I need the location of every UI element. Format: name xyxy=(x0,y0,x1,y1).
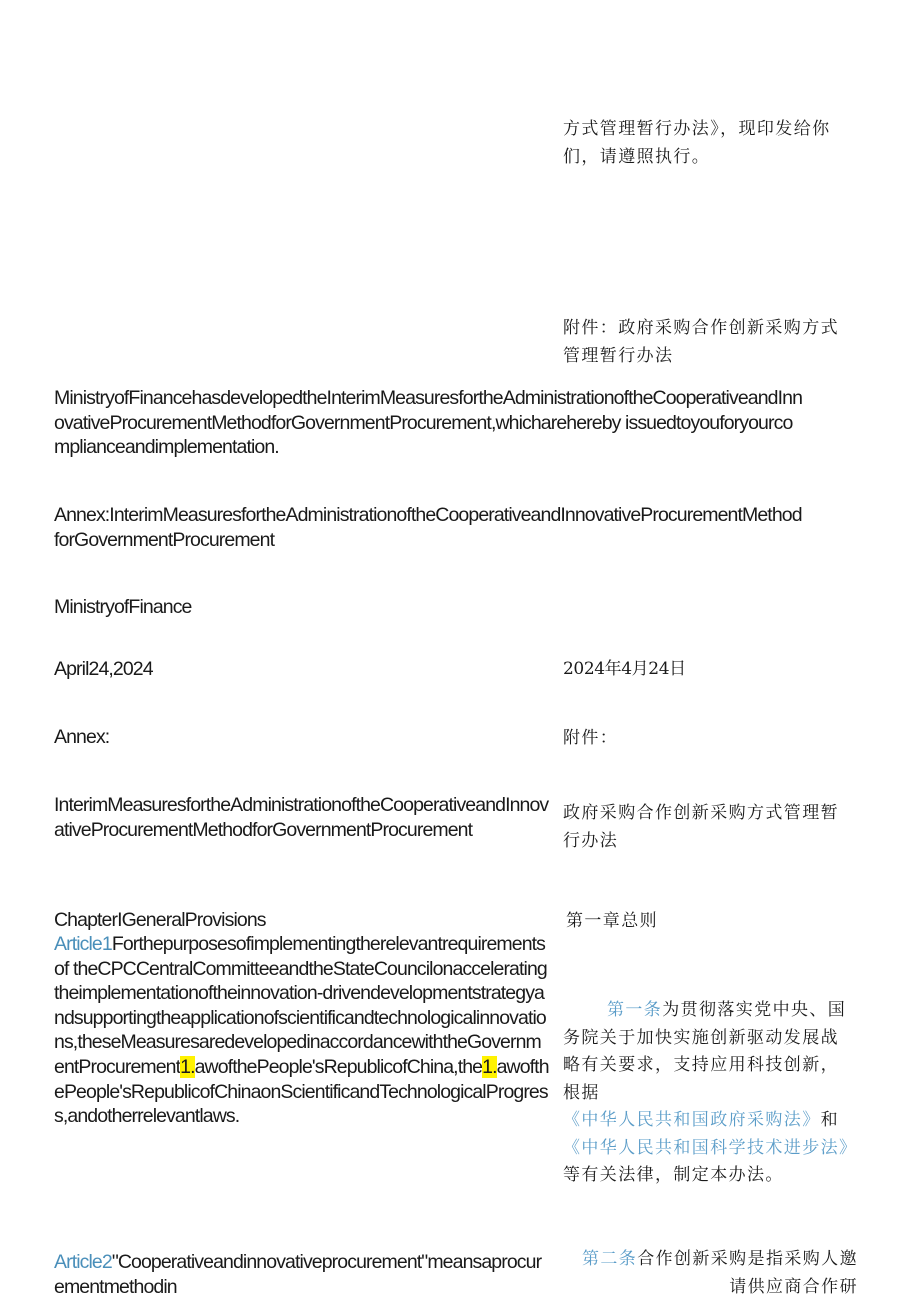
zh-intro-tail: 方式管理暂行办法》，现印发给你们，请遵照执行。 xyxy=(563,119,831,167)
en-annex-line: Annex:InterimMeasuresfortheAdministrationoftheCooperativeandInnovativeProcurementMethodforGovernmentProcurement xyxy=(54,504,802,551)
en-article1-highlight-1: 1. xyxy=(180,1055,195,1078)
zh-chapter-heading: 第一章总则 xyxy=(566,911,658,931)
zh-law-citation-2[interactable]: 《中华人民共和国科学技术进步法》 xyxy=(563,1137,858,1158)
en-annex-label: Annex: xyxy=(54,726,110,748)
zh-article1 xyxy=(563,997,858,1190)
en-article1-label: Article1 xyxy=(54,933,112,955)
en-chapter-heading: ChapterIGeneralProvisions xyxy=(54,909,266,931)
en-article1-text-2: awofthePeople'sRepublicofChina,the xyxy=(194,1055,483,1078)
zh-article2-text: 合作创新采购是指采购人邀请供应商合作研 xyxy=(637,1249,858,1297)
zh-article1-text-1: 为贯彻落实党中央、国务院关于加快实施创新驱动发展战略有关要求，支持应用科技创新，根据 xyxy=(563,1000,847,1103)
en-date: April24,2024 xyxy=(54,658,153,680)
en-article2-text: "Cooperativeandinnovativeprocurement"meansaprocurementmethodin xyxy=(54,1251,542,1298)
en-document-title: InterimMeasuresfortheAdministrationoftheCooperativeandInnovativeProcurementMethodforGovernmentProcurement xyxy=(54,794,549,841)
zh-annex-line: 附件：政府采购合作创新采购方式管理暂行办法 xyxy=(563,318,839,366)
zh-document-title: 政府采购合作创新采购方式管理暂行办法 xyxy=(563,803,839,851)
en-signature: MinistryofFinance xyxy=(54,596,192,618)
zh-article2-label: 第二条 xyxy=(581,1249,638,1269)
en-article1-text-1: Forthepurposesofimplementingtherelevantrequirementsof theCPCCentralCommitteeandtheStateCouncilonacceleratingtheimplementationoftheinnovation-drivendevelopmentstrategyandsupportingtheapplicationofscientificandtechnologicalinnovations,theseMeasuresaredevelopedinaccordancewiththeGovernmentProcurement xyxy=(54,933,547,1078)
en-intro-paragraph: MinistryofFinancehasdevelopedtheInterimMeasuresfortheAdministrationoftheCooperativeandInnovativeProcurementMethodforGovernmentProcurement,whicharehereby issuedtoyouforyourcomplianceandimplementation. xyxy=(54,387,803,459)
zh-date: 2024年4月24日 xyxy=(563,659,686,679)
en-article1 xyxy=(54,932,549,1129)
en-article2 xyxy=(54,1250,549,1299)
zh-article1-text-2: 等有关法律，制定本办法。 xyxy=(563,1165,784,1185)
en-article2-label: Article2 xyxy=(54,1251,112,1273)
en-article1-highlight-2: 1. xyxy=(482,1055,497,1078)
en-article1-text-3: awofthePeople'sRepublicofChinaonScientificandTechnologicalProgress,andotherrelevantlaws. xyxy=(54,1055,549,1128)
zh-annex-label: 附件： xyxy=(563,728,619,748)
zh-article1-label: 第一条 xyxy=(607,1000,663,1020)
zh-article2 xyxy=(572,1246,858,1301)
zh-article1-and: 和 xyxy=(820,1110,840,1130)
zh-law-citation-1[interactable]: 《中华人民共和国政府采购法》 xyxy=(563,1110,821,1130)
